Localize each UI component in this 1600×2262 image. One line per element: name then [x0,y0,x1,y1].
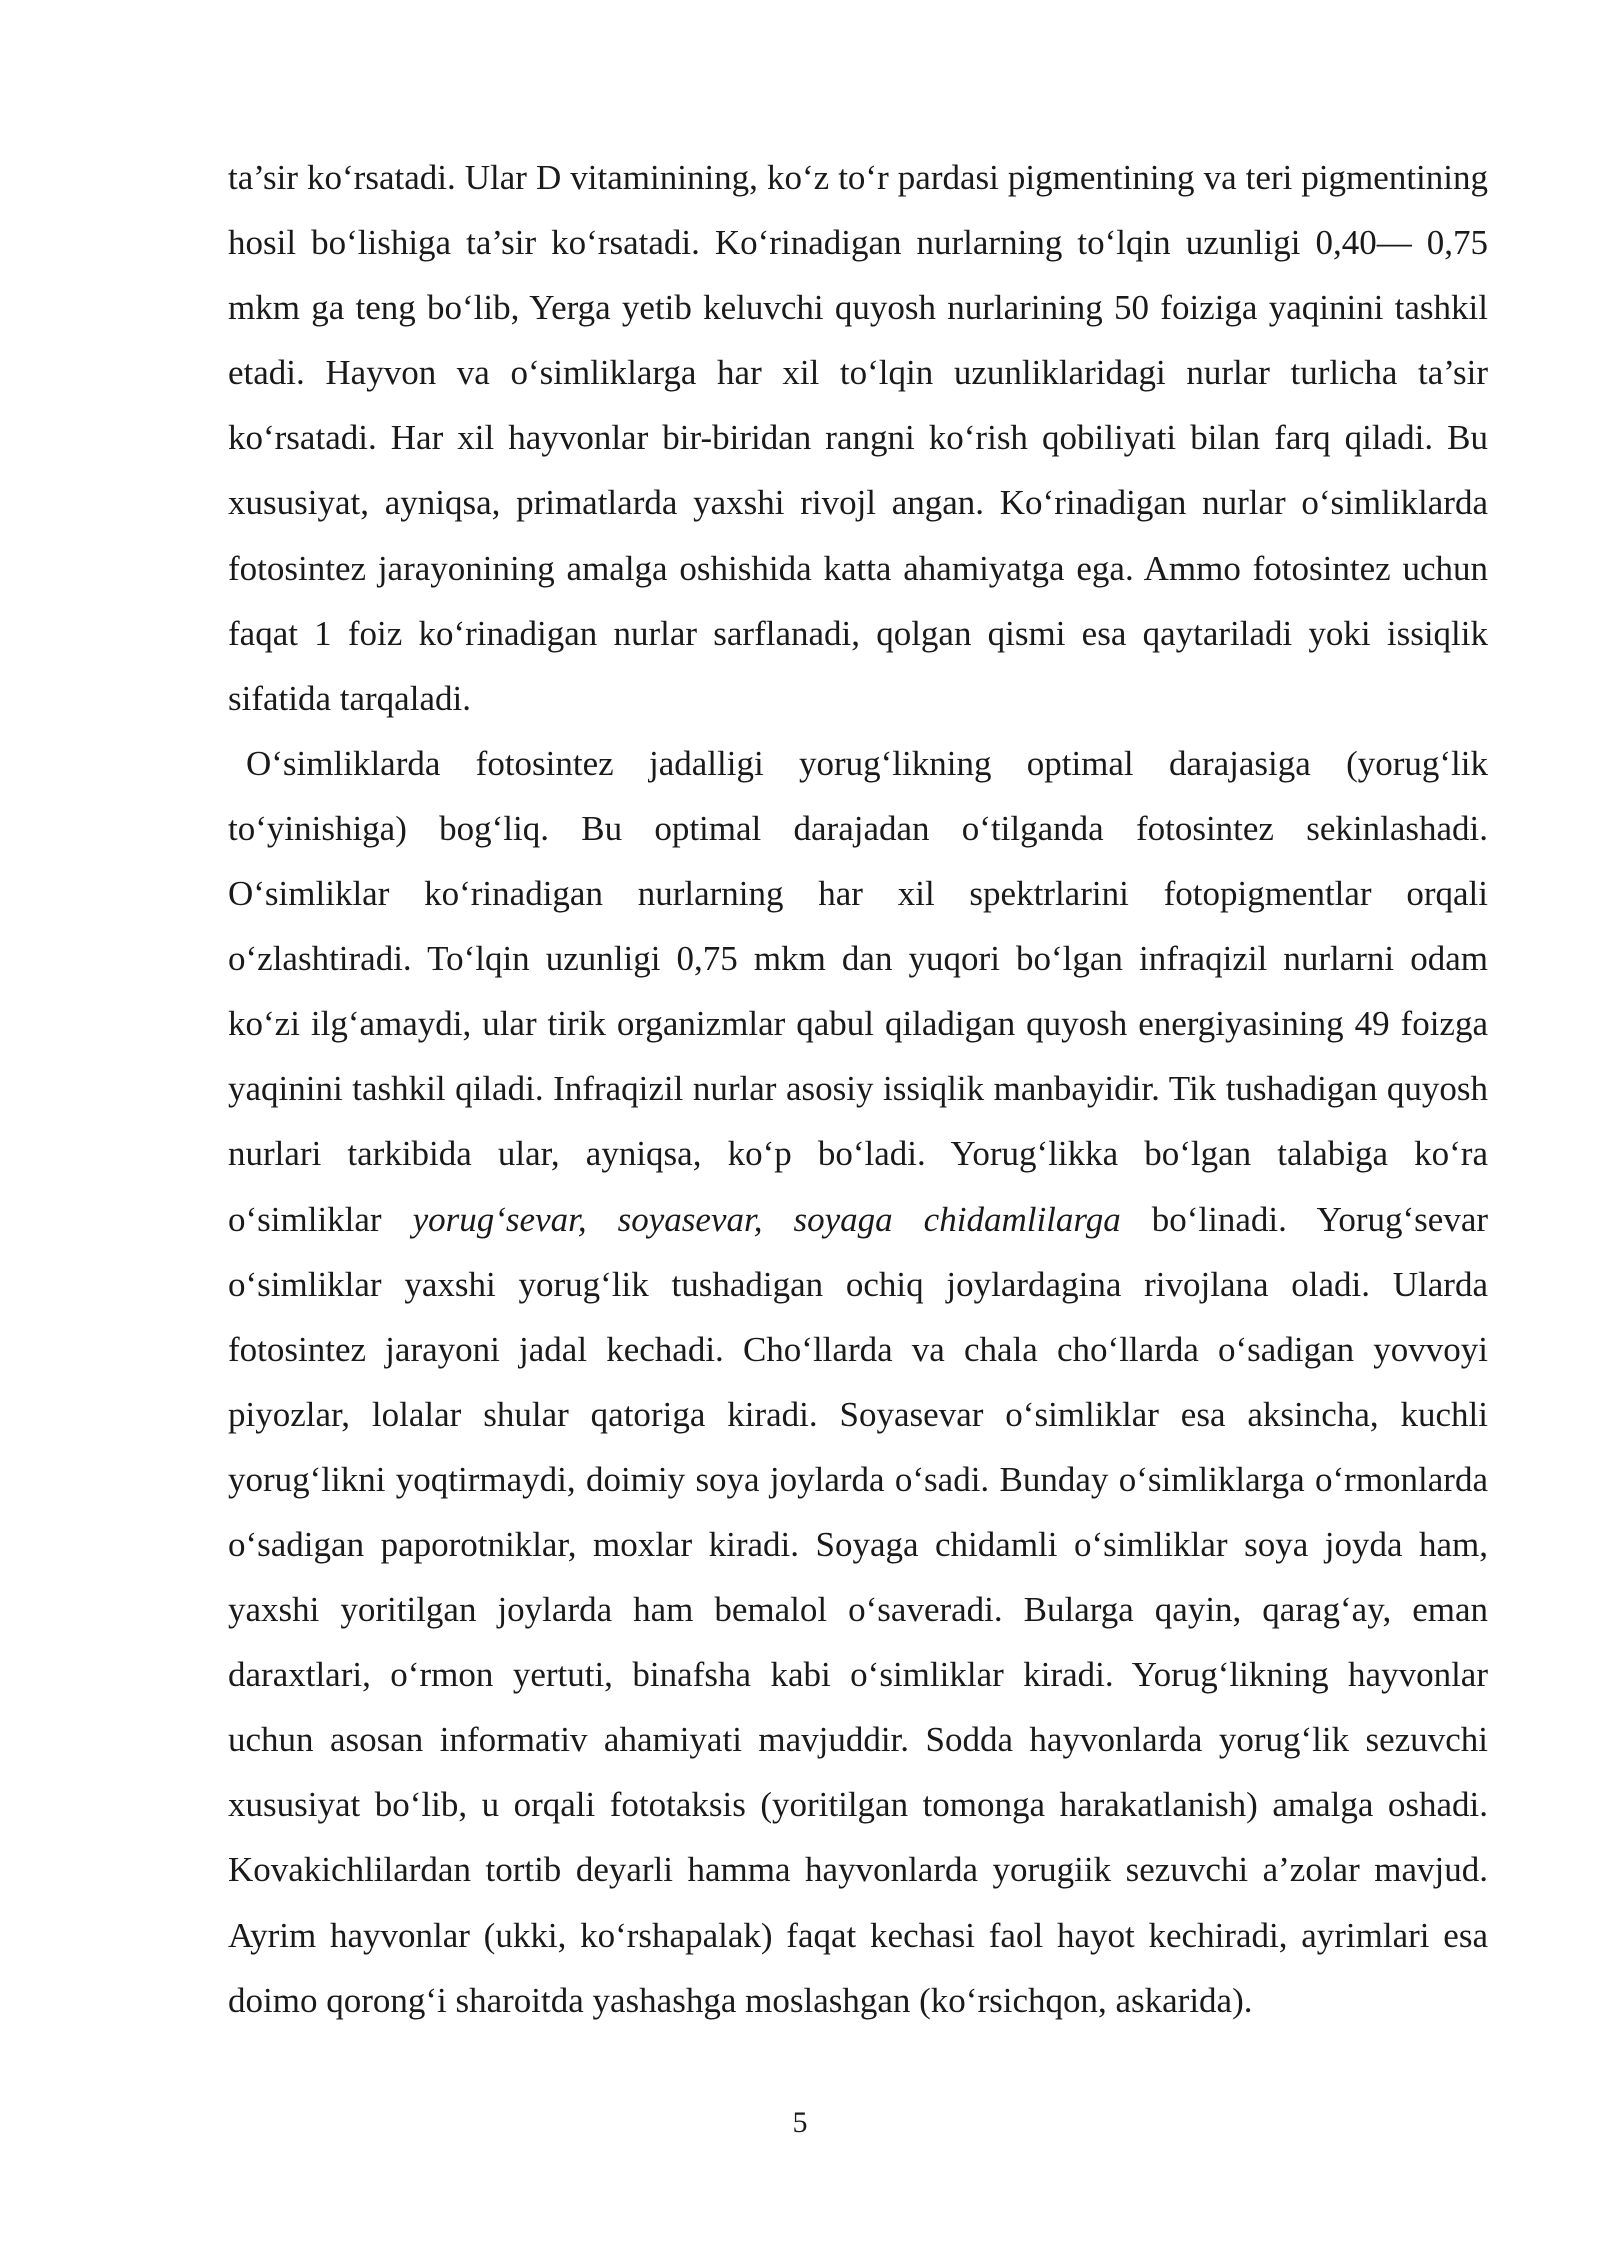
paragraph-2-text-start: O‘simliklarda fotosintez jadalligi yorug‘likning optimal darajasiga (yorug‘lik to‘yinishiga) bog‘liq. Bu optimal darajadan o‘tilganda fotosintez sekinlashadi. O‘simliklar ko‘rinadigan nurlarning har xil spektrlarini fotopigmentlar orqali o‘zlashtiradi. To‘lqin uzunligi 0,75 mkm dan yuqori bo‘lgan infraqizil nurlarni odam ko‘zi ilg‘amaydi, ular tirik organizmlar qabul qiladigan quyosh energiyasining 49 foizga yaqinini tashkil qiladi. Infraqizil nurlar asosiy issiqlik manbayidir. Tik tushadigan quyosh nurlari tarkibida ular, ayniqsa, ko‘p bo‘ladi. Yorug‘likka bo‘lgan talabiga ko‘ra o‘simliklar [228,743,1488,1239]
page-number: 5 [792,2106,808,2139]
paragraph-2 [228,731,1488,2033]
paragraph-2-italic-terms: yorug‘sevar, soyasevar, soyaga chidamlilarga [412,1199,1121,1239]
body-text [228,145,1488,2033]
paragraph-1: ta’sir ko‘rsatadi. Ular D vitaminining, ko‘z to‘r pardasi pigmentining va teri pigmentining hosil bo‘lishiga ta’sir ko‘rsatadi. Ko‘rinadigan nurlarning to‘lqin uzunligi 0,40— 0,75 mkm ga teng bo‘lib, Yerga yetib keluvchi quyosh nurlarining 50 foiziga yaqinini tashkil etadi. Hayvon va o‘simliklarga har xil to‘lqin uzunliklaridagi nurlar turlicha ta’sir ko‘rsatadi. Har xil hayvonlar bir-biridan rangni ko‘rish qobiliyati bilan farq qiladi. Bu xususiyat, ayniqsa, primatlarda yaxshi rivojl angan. Ko‘rinadigan nurlar o‘simliklarda fotosintez jarayonining amalga oshishida katta ahamiyatga ega. Ammo fotosintez uchun faqat 1 foiz ko‘rinadigan nurlar sarflanadi, qolgan qismi esa qaytariladi yoki issiqlik sifatida tarqaladi. [228,158,1488,718]
paragraph-2-text-end: bo‘linadi. Yorug‘sevar o‘simliklar yaxshi yorug‘lik tushadigan ochiq joylardagina rivojlana oladi. Ularda fotosintez jarayoni jadal kechadi. Cho‘llarda va chala cho‘llarda o‘sadigan yovvoyi piyozlar, lolalar shular qatoriga kiradi. Soyasevar o‘simliklar esa aksincha, kuchli yorug‘likni yoqtirmaydi, doimiy soya joylarda o‘sadi. Bunday o‘simliklarga o‘rmonlarda o‘sadigan paporotniklar, moxlar kiradi. Soyaga chidamli o‘simliklar soya joyda ham, yaxshi yoritilgan joylarda ham bemalol o‘saveradi. Bularga qayin, qarag‘ay, eman daraxtlari, o‘rmon yertuti, binafsha kabi o‘simliklar kiradi. Yorug‘likning hayvonlar uchun asosan informativ ahamiyati mavjuddir. Sodda hayvonlarda yorug‘lik sezuvchi xususiyat bo‘lib, u orqali fototaksis (yoritilgan tomonga harakatlanish) amalga oshadi. Kovakichlilardan tortib deyarli hamma hayvonlarda yorugiik sezuvchi a’zolar mavjud. Ayrim hayvonlar (ukki, ko‘rshapalak) faqat kechasi faol hayot kechiradi, ayrimlari esa doimo qorong‘i sharoitda yashashga moslashgan (ko‘rsichqon, askarida). [228,1199,1489,2020]
